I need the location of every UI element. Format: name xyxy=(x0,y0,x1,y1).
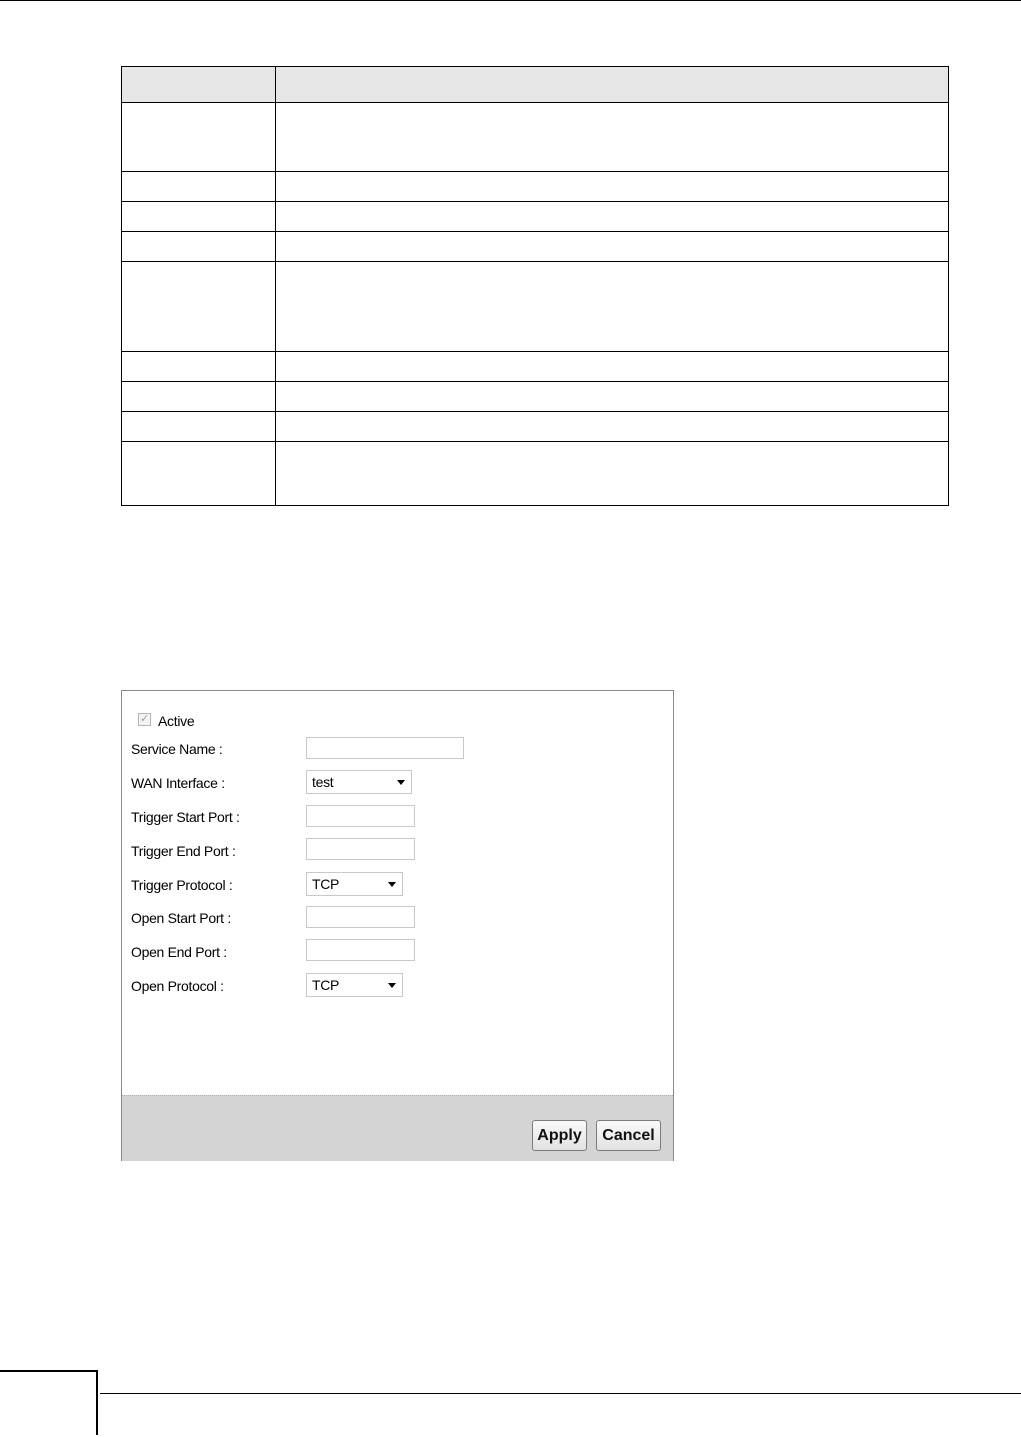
field-description-table xyxy=(121,66,949,506)
table-cell xyxy=(276,262,949,352)
open-start-port-label: Open Start Port : xyxy=(131,910,231,926)
active-checkbox[interactable] xyxy=(138,713,151,726)
dropdown-arrow-icon xyxy=(397,780,405,785)
open-start-port-input[interactable] xyxy=(306,906,415,928)
table-cell xyxy=(122,262,276,352)
open-protocol-value: TCP xyxy=(312,977,340,993)
table-cell xyxy=(276,352,949,382)
table-row xyxy=(122,352,949,382)
wan-interface-select[interactable] xyxy=(306,770,412,794)
table-row xyxy=(122,412,949,442)
table-row xyxy=(122,172,949,202)
trigger-port-edit-dialog xyxy=(121,690,674,1161)
open-protocol-select[interactable] xyxy=(306,973,403,997)
table-cell xyxy=(276,442,949,506)
apply-button[interactable]: Apply xyxy=(532,1120,587,1151)
table-row xyxy=(122,103,949,172)
trigger-start-port-input[interactable] xyxy=(306,805,415,827)
header-rule xyxy=(0,0,1021,1)
trigger-protocol-label: Trigger Protocol : xyxy=(131,877,233,893)
table-cell xyxy=(276,172,949,202)
active-label: Active xyxy=(158,713,195,729)
page-number-box xyxy=(0,1370,98,1435)
dropdown-arrow-icon xyxy=(388,983,396,988)
table-row xyxy=(122,262,949,352)
table-header-description xyxy=(276,67,949,103)
table-cell xyxy=(122,202,276,232)
table-header-row xyxy=(122,67,949,103)
table-cell xyxy=(276,412,949,442)
table-cell xyxy=(276,232,949,262)
table-cell xyxy=(122,382,276,412)
trigger-protocol-select[interactable] xyxy=(306,872,403,896)
table-cell xyxy=(122,442,276,506)
table-row xyxy=(122,202,949,232)
table-cell xyxy=(122,232,276,262)
checkmark-icon: ✓ xyxy=(140,713,149,725)
trigger-protocol-value: TCP xyxy=(312,876,340,892)
table-row xyxy=(122,442,949,506)
open-end-port-label: Open End Port : xyxy=(131,944,227,960)
trigger-end-port-input[interactable] xyxy=(306,838,415,860)
trigger-start-port-label: Trigger Start Port : xyxy=(131,809,240,825)
wan-interface-value: test xyxy=(312,774,334,790)
table-cell xyxy=(122,412,276,442)
table-cell xyxy=(276,202,949,232)
table-cell xyxy=(276,382,949,412)
open-end-port-input[interactable] xyxy=(306,939,415,961)
service-name-label: Service Name : xyxy=(131,741,223,757)
service-name-input[interactable] xyxy=(306,737,464,759)
trigger-end-port-label: Trigger End Port : xyxy=(131,843,236,859)
dropdown-arrow-icon xyxy=(388,882,396,887)
cancel-button[interactable]: Cancel xyxy=(596,1120,661,1151)
table-cell xyxy=(122,352,276,382)
wan-interface-label: WAN Interface : xyxy=(131,775,225,791)
dialog-footer xyxy=(122,1095,673,1161)
open-protocol-label: Open Protocol : xyxy=(131,978,224,994)
table-row xyxy=(122,232,949,262)
footer-rule xyxy=(100,1393,1021,1394)
table-cell xyxy=(122,172,276,202)
table-header-label xyxy=(122,67,276,103)
table-cell xyxy=(276,103,949,172)
table-row xyxy=(122,382,949,412)
table-cell xyxy=(122,103,276,172)
